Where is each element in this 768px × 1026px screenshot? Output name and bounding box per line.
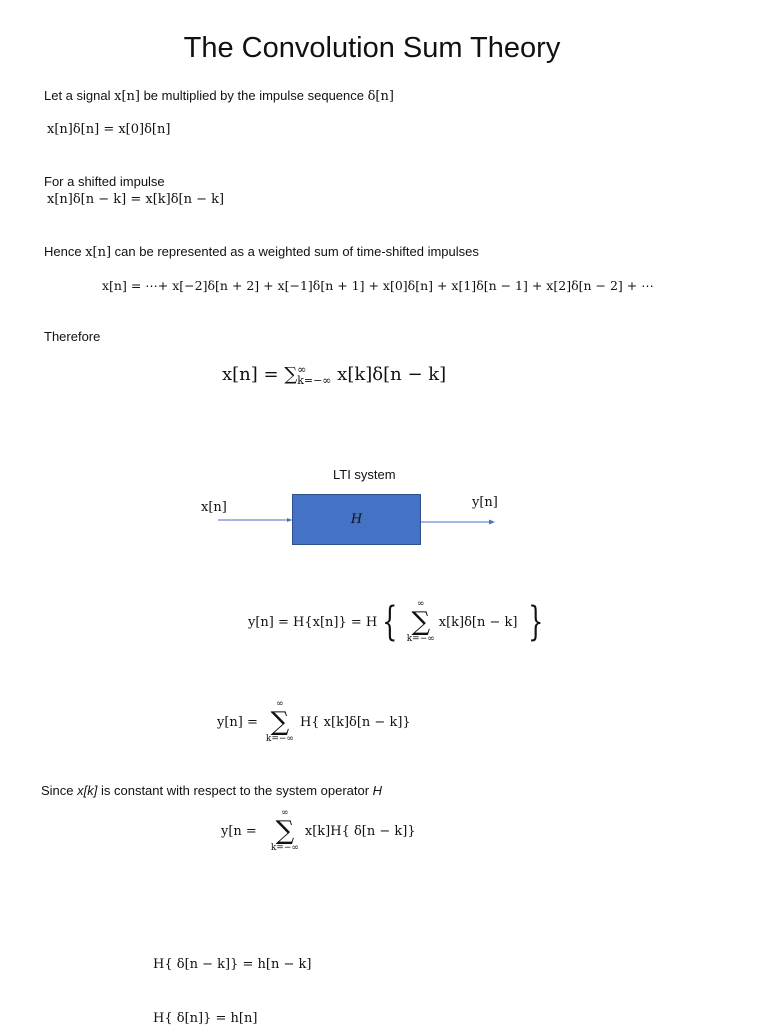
lti-system-block — [292, 494, 421, 545]
eq7-body: x[k]H{ δ[n − k]} — [304, 823, 416, 839]
intro-delta-symbol: δ[n] — [367, 89, 394, 104]
page-title: The Convolution Sum Theory — [183, 32, 561, 64]
eq6-lhs: y[n] = — [217, 714, 258, 730]
eq4-rhs: x[k]δ[n − k] — [331, 364, 447, 385]
equation-system-output — [248, 600, 549, 644]
left-brace: { — [382, 599, 398, 645]
since-text-1: Since — [41, 783, 78, 798]
eq7-lower-limit: k=−∞ — [270, 843, 299, 853]
block-label: H — [350, 512, 363, 527]
eq5-body: x[k]δ[n − k] — [438, 614, 518, 630]
since-text-2: is constant with respect to the system operator — [97, 783, 373, 798]
equation-impulse-response: H{ δ[n]} = h[n] — [153, 1011, 258, 1026]
since-h: H — [372, 783, 383, 798]
intro-text-2: be multiplied by the impulse sequence — [139, 88, 368, 103]
intro-text-1: Let a signal — [44, 88, 115, 103]
equation-shifted-sampling: x[n]δ[n − k] = x[k]δ[n − k] — [47, 192, 225, 207]
eq6-upper-limit: ∞ — [276, 699, 284, 709]
eq7-lhs: y[n = — [221, 823, 257, 839]
eq6-lower-limit: k=−∞ — [265, 734, 294, 744]
therefore-label: Therefore — [44, 329, 101, 344]
eq5-lhs: y[n] = H{x[n]} = H — [248, 614, 378, 630]
eq4-lower-limit: k=−∞ — [297, 374, 332, 387]
intro-x-symbol: x[n] — [114, 89, 140, 104]
equation-linearity — [217, 700, 411, 744]
equation-sampling: x[n]δ[n] = x[0]δ[n] — [47, 122, 171, 137]
eq7-sigma: ∑ — [275, 816, 295, 846]
diagram-input-label: x[n] — [201, 500, 227, 515]
eq7-summation — [271, 809, 299, 853]
eq5-summation — [407, 600, 435, 644]
eq6-sigma: ∑ — [270, 707, 290, 737]
output-arrow-head — [489, 520, 495, 525]
shifted-impulse-label: For a shifted impulse — [44, 174, 165, 189]
hence-text-2: can be represented as a weighted sum of time-shifted impulses — [111, 244, 479, 259]
right-brace: } — [528, 599, 544, 645]
equation-time-invariance — [221, 809, 416, 853]
hence-text-1: Hence — [44, 244, 86, 259]
eq4-upper-limit: ∞ — [297, 363, 307, 376]
sum-symbol: ∑ — [284, 364, 298, 385]
eq6-summation — [266, 700, 294, 744]
lti-system-label: LTI system — [333, 467, 396, 482]
equation-shifted-response: H{ δ[n − k]} = h[n − k] — [153, 957, 312, 972]
eq6-body: H{ x[k]δ[n − k]} — [299, 714, 411, 730]
eq4-lhs: x[n] = — [222, 364, 285, 385]
diagram-output-label: y[n] — [472, 495, 498, 510]
since-sentence — [41, 783, 382, 798]
eq5-upper-limit: ∞ — [416, 599, 425, 609]
eq5-lower-limit: k=−∞ — [406, 634, 435, 644]
since-xk: x[k] — [77, 783, 98, 798]
eq7-upper-limit: ∞ — [281, 808, 289, 818]
equation-expanded-sum: x[n] = ⋯+ x[−2]δ[n + 2] + x[−1]δ[n + 1] + x[0]δ[n] + x[1]δ[n − 1] + x[2]δ[n − 2] + ⋯ — [102, 278, 654, 293]
eq5-sigma: ∑ — [411, 607, 430, 637]
hence-x-symbol: x[n] — [85, 245, 112, 260]
